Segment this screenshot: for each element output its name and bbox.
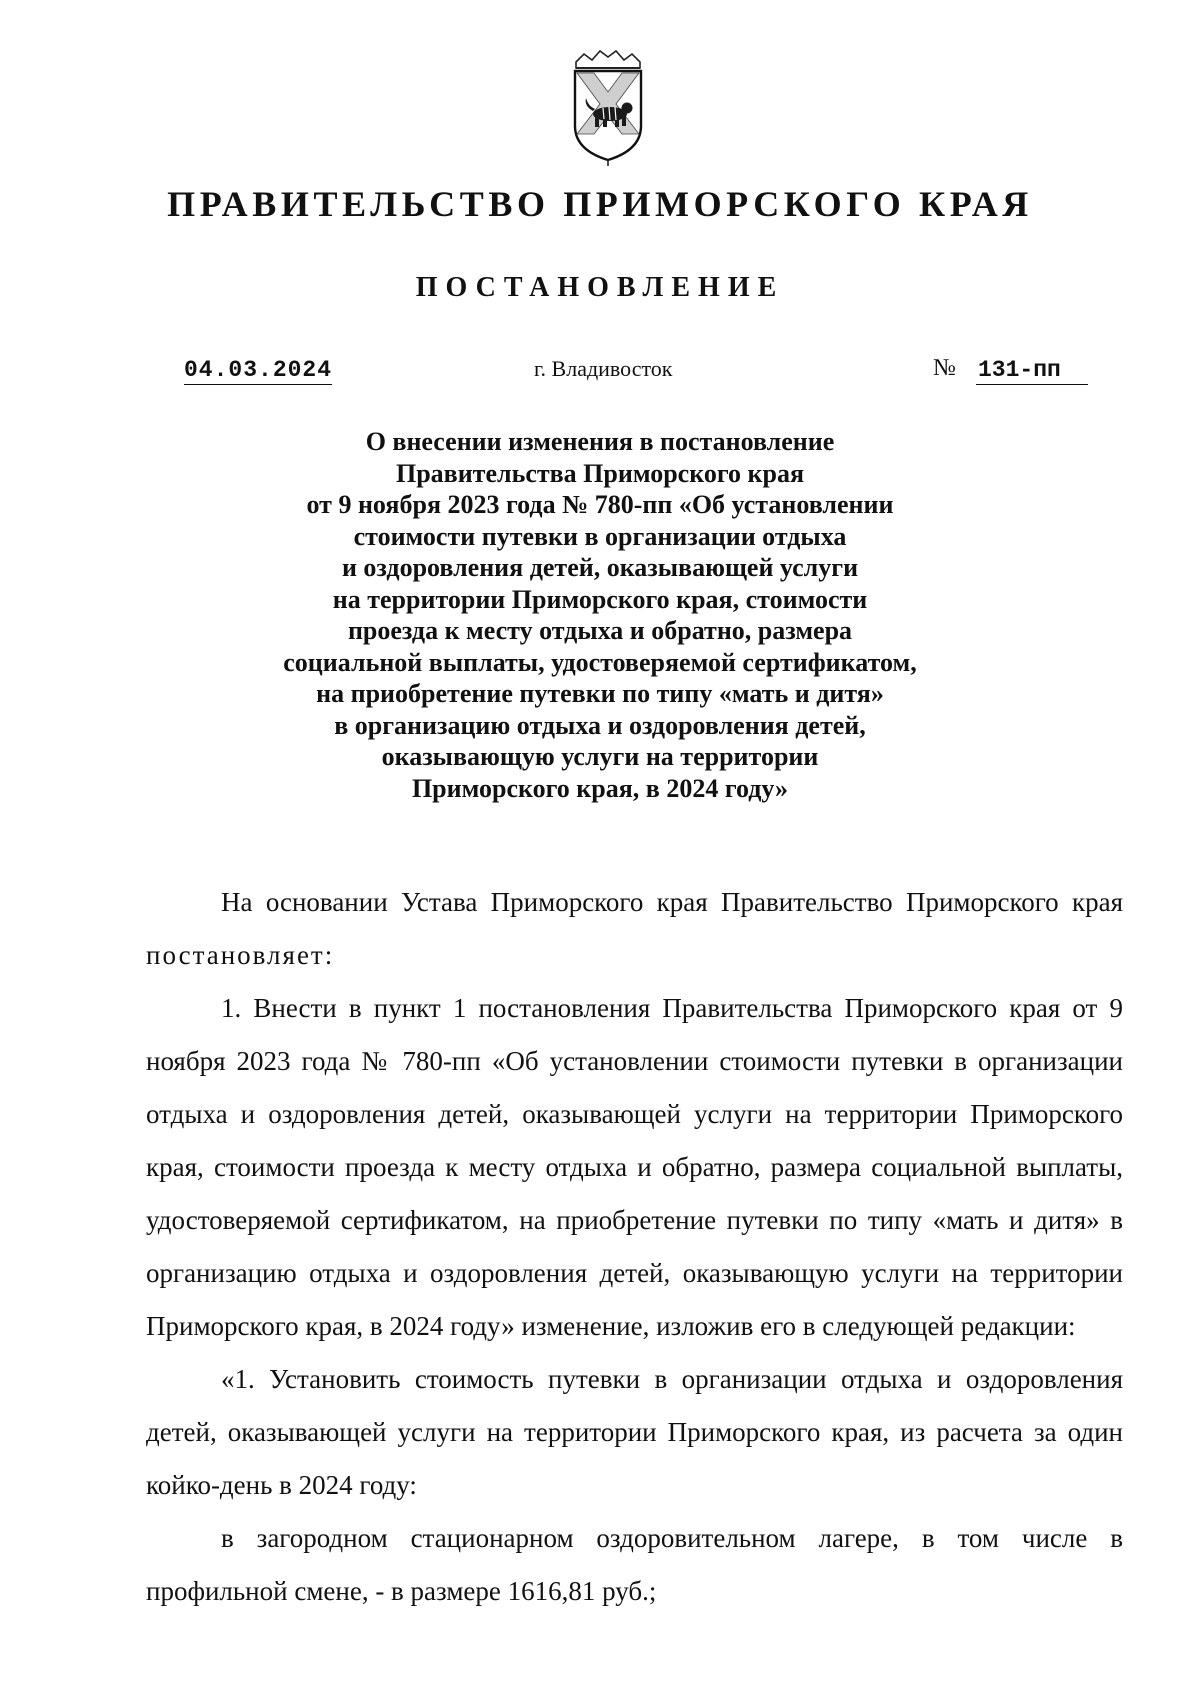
body-paragraph-camp-cost: в загородном стационарном оздоровительном лагере, в том числе в профильной смене, - в размере 1616,81 руб.; (146, 1523, 1123, 1606)
heading-line: на территории Приморского края, стоимости (332, 584, 868, 614)
heading-line: проезда к месту отдыха и обратно, размера (347, 616, 853, 645)
heading-line: в организацию отдыха и оздоровления детей, (334, 710, 866, 740)
government-title: ПРАВИТЕЛЬСТВО ПРИМОРСКОГО КРАЯ (167, 184, 1033, 224)
document-body (146, 876, 1123, 1618)
heading-line: Приморского края, в 2024 году» (411, 773, 789, 803)
heading-line: от 9 ноября 2023 года № 780-пп «Об установлении (306, 490, 894, 519)
document-city: г. Владивосток (534, 356, 673, 381)
preamble-decree-word: постановляет: (146, 940, 335, 970)
document-date: 04.03.2024 (184, 357, 333, 383)
number-sign: № (933, 355, 956, 381)
heading-line: на приобретение путевки по типу «мать и дитя» (316, 679, 884, 708)
preamble-text: На основании Устава Приморского края Правительство Приморского края (221, 887, 1123, 917)
heading-line: и оздоровления детей, оказывающей услуги (341, 553, 859, 582)
document-heading (200, 426, 1000, 804)
heading-line: социальной выплаты, удостоверяемой сертификатом, (283, 647, 917, 677)
heading-line: Правительства Приморского края (395, 458, 805, 488)
document-type: ПОСТАНОВЛЕНИЕ (415, 272, 785, 303)
body-paragraph-preamble (146, 876, 1123, 982)
body-paragraph-item-1: 1. Внести в пункт 1 постановления Правительства Приморского края от 9 ноября 2023 года № 780-пп «Об установлении стоимости путевки в организации отдыха и оздоровления детей, оказывающей услуги на территории Приморского края, стоимости проезда к месту отдыха и обратно, размера социальной выплаты, удостоверяемой сертификатом, на приобретение путевки по типу «мать и дитя» в организацию отдыха и оздоровления детей, оказывающую услуги на территории Приморского края, в 2024 году» изменение, изложив его в следующей редакции: (146, 993, 1123, 1341)
body-paragraph-new-item-1: «1. Установить стоимость путевки в организации отдыха и оздоровления детей, оказывающей услуги на территории Приморского края, из расчета за один койко-день в 2024 году: (146, 1364, 1123, 1500)
coat-of-arms-icon (570, 48, 646, 166)
heading-line: стоимости путевки в организации отдыха (353, 521, 847, 551)
heading-line: О внесении изменения в постановление (365, 427, 835, 456)
heading-line: оказывающую услуги на территории (381, 742, 819, 771)
document-number: 131-пп (976, 357, 1088, 385)
